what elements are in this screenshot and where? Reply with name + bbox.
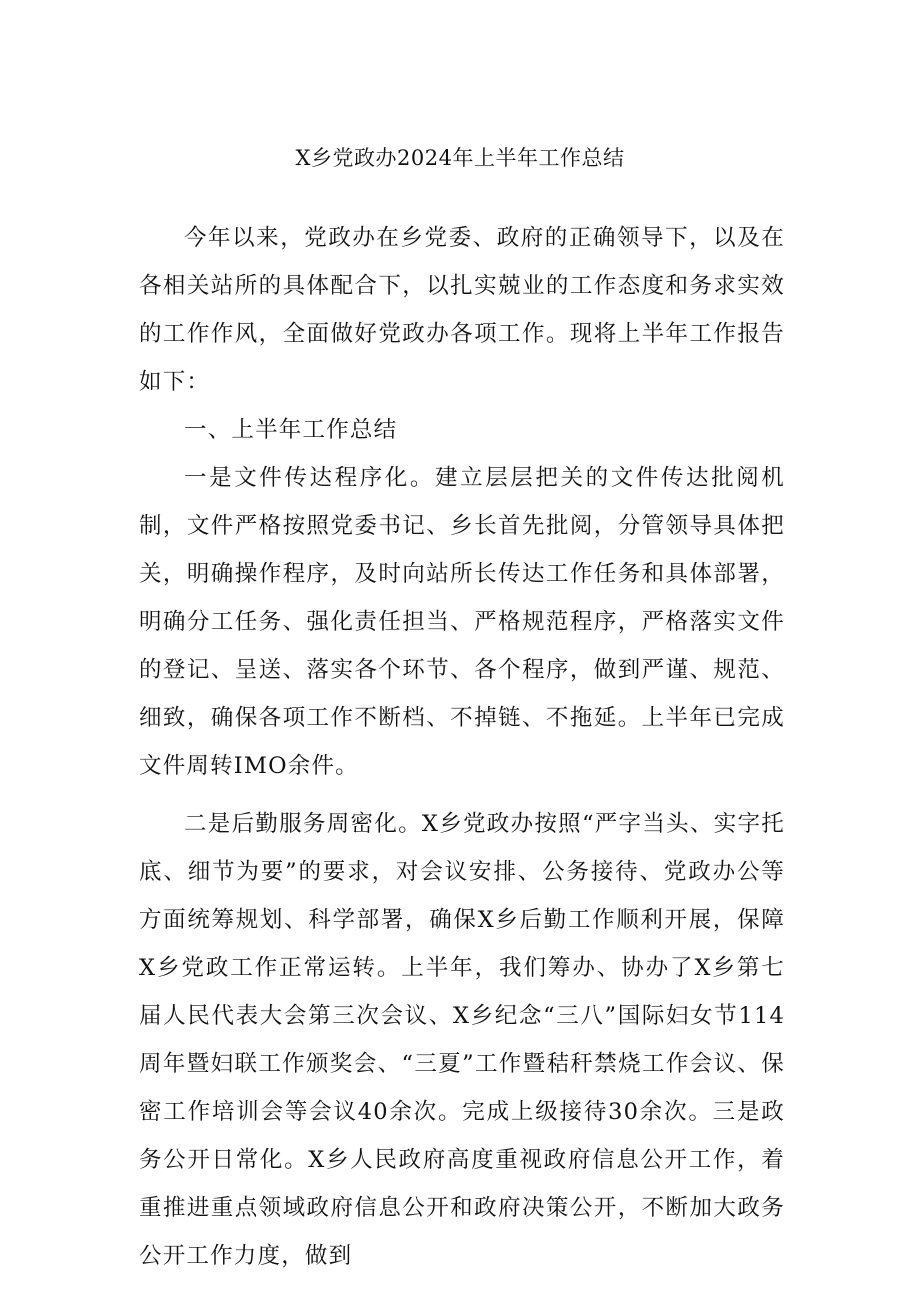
document-title: X乡党政办2024年上半年工作总结 <box>295 146 625 170</box>
intro-paragraph: 今年以来，党政办在乡党委、政府的正确领导下，以及在各相关站所的具体配合下，以扎实兢业的工作态度和务求实效的工作作风，全面做好党政办各项工作。现将上半年工作报告如下： <box>139 225 785 395</box>
section-heading: 一、上半年工作总结 <box>184 417 398 443</box>
document-body <box>139 214 785 1280</box>
paragraph-logistics-service: 二是后勤服务周密化。X乡党政办按照“严字当头、实字托底、细节为要”的要求，对会议安排、公务接待、党政办公等方面统筹规划、科学部署，确保X乡后勤工作顺利开展，保障X乡党政工作正常运转。上半年，我们筹办、协办了X乡第七届人民代表大会第三次会议、X乡纪念“三八”国际妇女节114周年暨妇联工作颁奖会、“三夏”工作暨秸秆禁烧工作会议、保密工作培训会等会议40余次。完成上级接待30余次。三是政务公开日常化。X乡人民政府高度重视政府信息公开工作，着重推进重点领域政府信息公开和政府决策公开，不断加大政务公开工作力度，做到 <box>139 811 785 1269</box>
paragraph-document-routing: 一是文件传达程序化。建立层层把关的文件传达批阅机制，文件严格按照党委书记、乡长首先批阅，分管领导具体把关，明确操作程序，及时向站所长传达工作任务和具体部署，明确分工任务、强化责任担当、严格规范程序，严格落实文件的登记、呈送、落实各个环节、各个程序，做到严谨、规范、细致，确保各项工作不断档、不掉链、不拖延。上半年已完成文件周转IMO余件。 <box>139 465 785 779</box>
